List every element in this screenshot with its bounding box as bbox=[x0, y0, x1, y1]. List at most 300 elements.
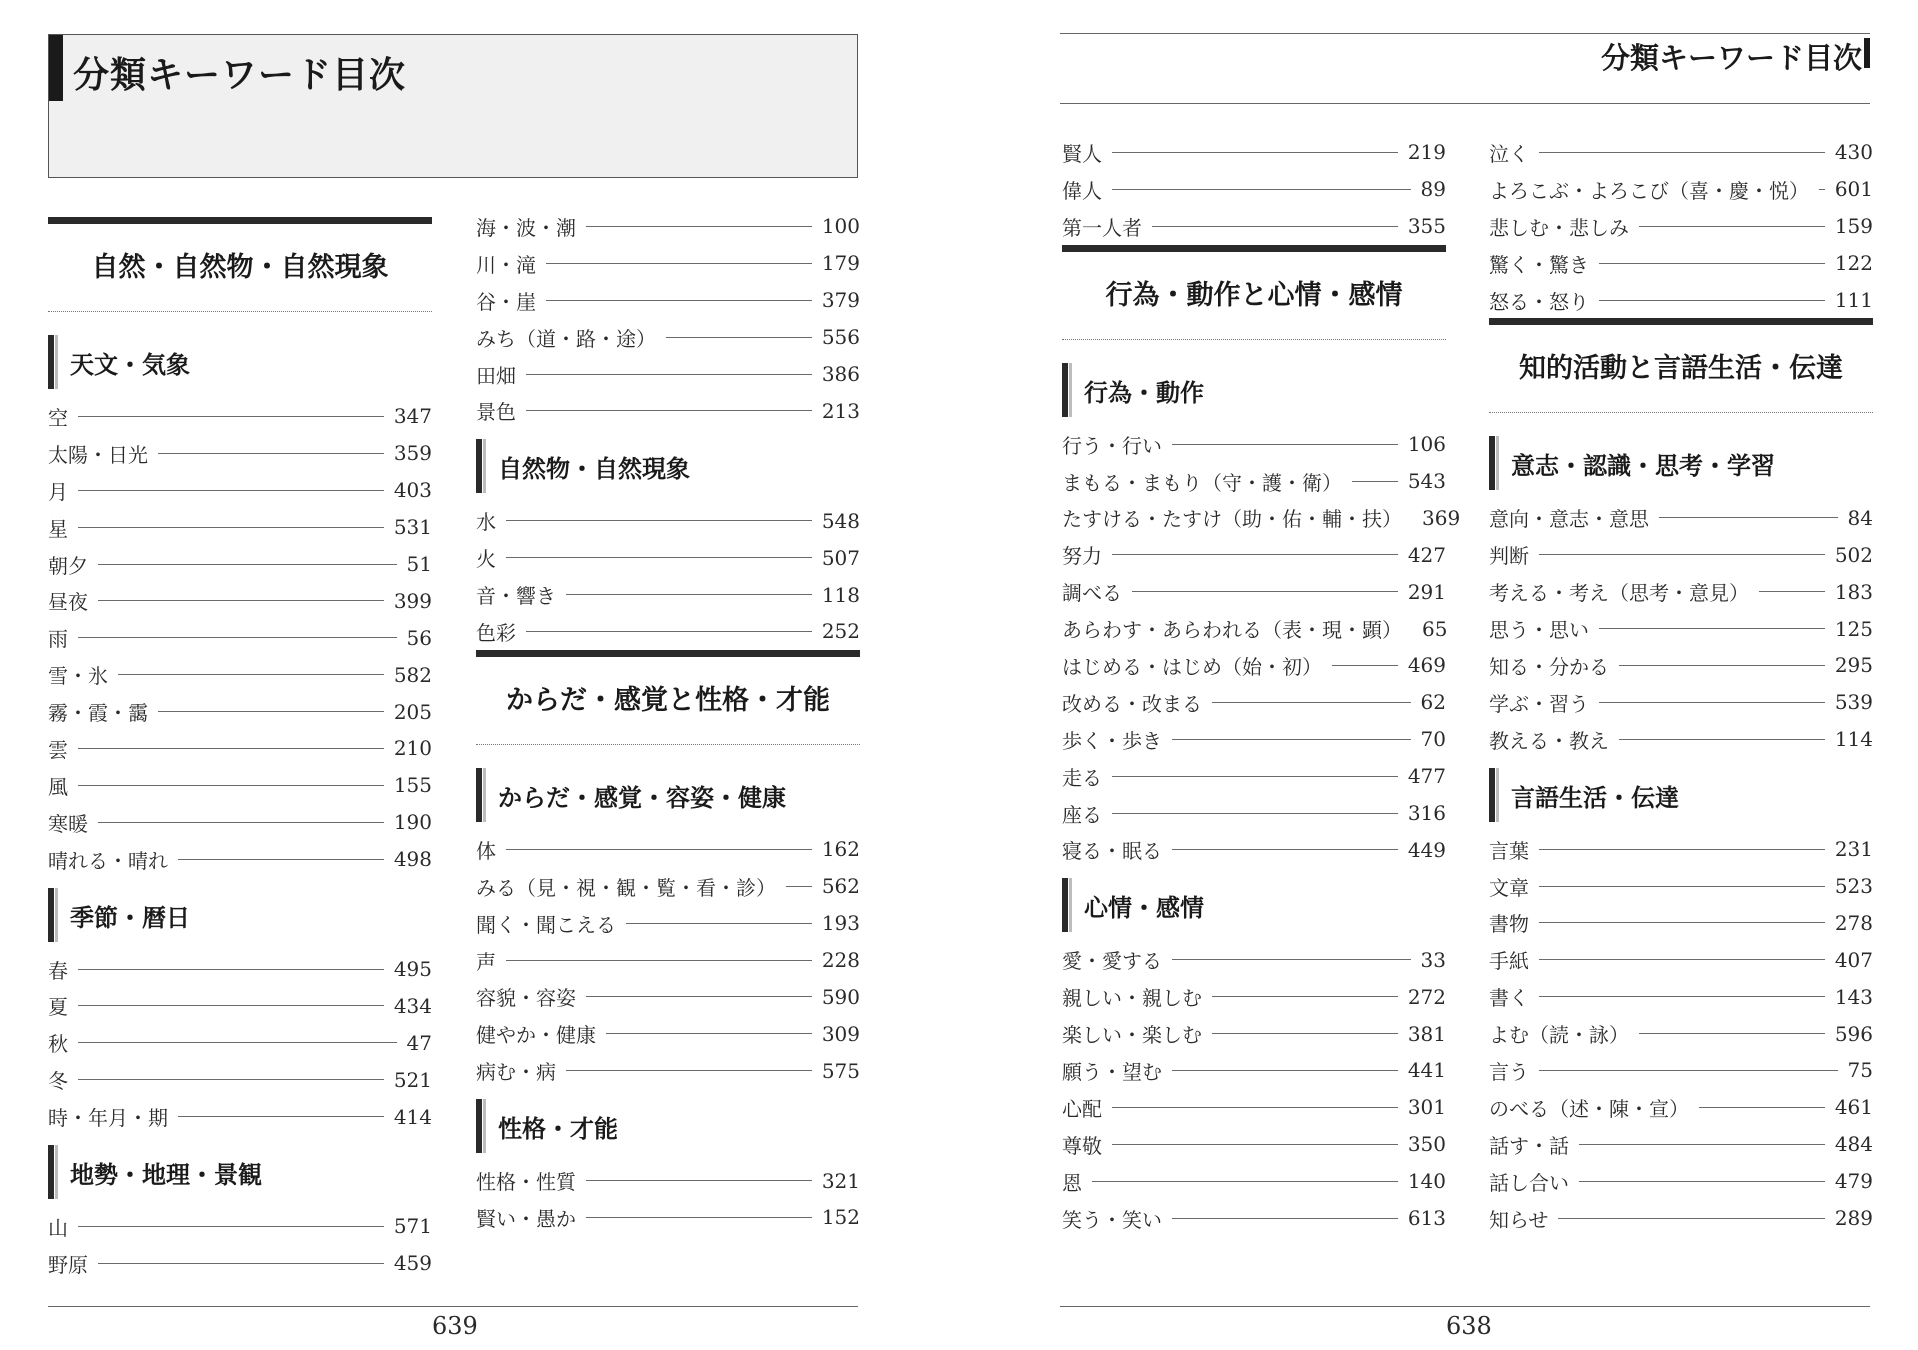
entry-leader-line bbox=[78, 527, 384, 528]
entry-leader-line bbox=[78, 490, 384, 491]
index-entry[interactable] bbox=[1489, 1089, 1873, 1126]
entry-keyword: みち（道・路・途） bbox=[476, 326, 656, 351]
entry-page-number: 118 bbox=[821, 582, 860, 607]
index-entry[interactable] bbox=[1062, 647, 1446, 684]
entry-page-number: 278 bbox=[1834, 910, 1873, 935]
entry-keyword: 田畑 bbox=[476, 363, 516, 388]
entry-leader-line bbox=[1172, 444, 1398, 445]
index-entry[interactable] bbox=[48, 1245, 432, 1282]
entry-leader-line bbox=[506, 960, 812, 961]
entry-page-number: 407 bbox=[1834, 947, 1873, 972]
entry-leader-line bbox=[1539, 996, 1825, 997]
entry-page-number: 289 bbox=[1834, 1206, 1873, 1231]
index-entry[interactable] bbox=[1062, 1089, 1446, 1126]
entry-keyword: 泣く bbox=[1489, 141, 1529, 166]
entry-keyword: 雪・氷 bbox=[48, 664, 108, 689]
index-entry[interactable] bbox=[1062, 171, 1446, 208]
entry-leader-line bbox=[1112, 1107, 1398, 1108]
page-title: 分類キーワード目次 bbox=[73, 54, 407, 96]
index-entry[interactable] bbox=[476, 502, 860, 539]
entry-keyword: 恩 bbox=[1062, 1170, 1082, 1195]
index-entry[interactable] bbox=[476, 576, 860, 613]
index-entry[interactable] bbox=[476, 539, 860, 576]
index-entry[interactable] bbox=[1489, 868, 1873, 905]
entry-keyword: 秋 bbox=[48, 1032, 68, 1057]
subcategory-heading bbox=[48, 878, 432, 951]
entry-page-number: 347 bbox=[393, 404, 432, 429]
entry-leader-line bbox=[1558, 1218, 1824, 1219]
running-header-title: 分類キーワード目次 bbox=[1600, 41, 1862, 75]
entry-page-number: 582 bbox=[393, 662, 432, 687]
index-entry[interactable] bbox=[476, 208, 860, 245]
entry-keyword: 星 bbox=[48, 516, 68, 541]
entry-leader-line bbox=[158, 711, 384, 712]
entry-page-number: 205 bbox=[393, 699, 432, 724]
entry-page-number: 461 bbox=[1834, 1095, 1873, 1120]
entry-keyword: 野原 bbox=[48, 1252, 88, 1277]
entry-page-number: 114 bbox=[1834, 727, 1873, 752]
index-entry[interactable] bbox=[48, 509, 432, 546]
entry-keyword: 驚く・驚き bbox=[1489, 252, 1589, 277]
index-entry[interactable] bbox=[1489, 1163, 1873, 1200]
index-entry[interactable] bbox=[1062, 1163, 1446, 1200]
subcategory-label: からだ・感覚・容姿・健康 bbox=[498, 783, 786, 812]
entry-keyword: 愛・愛する bbox=[1062, 949, 1162, 974]
entry-keyword: 調べる bbox=[1062, 581, 1122, 606]
entry-page-number: 484 bbox=[1834, 1132, 1873, 1157]
entry-page-number: 309 bbox=[821, 1021, 860, 1046]
index-entry[interactable] bbox=[1489, 610, 1873, 647]
index-entry[interactable] bbox=[476, 319, 860, 356]
subcategory-bar bbox=[476, 768, 482, 822]
category-dotted-rule bbox=[1489, 412, 1873, 413]
entry-keyword: 寝る・眠る bbox=[1062, 839, 1162, 864]
index-entry[interactable] bbox=[48, 767, 432, 804]
entry-leader-line bbox=[1112, 776, 1398, 777]
entry-leader-line bbox=[586, 1217, 812, 1218]
entry-page-number: 350 bbox=[1407, 1132, 1446, 1157]
entry-keyword: 笑う・笑い bbox=[1062, 1207, 1162, 1232]
index-entry[interactable] bbox=[1062, 426, 1446, 463]
subcategory-bar-shade bbox=[483, 768, 486, 822]
entry-leader-line bbox=[1172, 1218, 1398, 1219]
index-entry[interactable] bbox=[1489, 1200, 1873, 1237]
entry-page-number: 498 bbox=[393, 847, 432, 872]
index-entry[interactable] bbox=[1489, 647, 1873, 684]
index-entry[interactable] bbox=[48, 1061, 432, 1098]
index-entry[interactable] bbox=[1489, 573, 1873, 610]
entry-keyword: 怒る・怒り bbox=[1489, 289, 1589, 314]
entry-keyword: 体 bbox=[476, 838, 496, 863]
index-entry[interactable] bbox=[476, 392, 860, 429]
index-entry[interactable] bbox=[1489, 536, 1873, 573]
entry-keyword: 書物 bbox=[1489, 912, 1529, 937]
entry-leader-line bbox=[78, 1079, 384, 1080]
entry-keyword: 夏 bbox=[48, 995, 68, 1020]
subcategory-bar-shade bbox=[1069, 363, 1072, 417]
entry-keyword: 春 bbox=[48, 958, 68, 983]
entry-leader-line bbox=[178, 859, 384, 860]
entry-keyword: 水 bbox=[476, 510, 496, 535]
index-entry[interactable] bbox=[1062, 978, 1446, 1015]
subcategory-bar bbox=[48, 888, 54, 942]
index-entry[interactable] bbox=[48, 546, 432, 583]
entry-keyword: 寒暖 bbox=[48, 811, 88, 836]
entry-leader-line bbox=[1112, 152, 1398, 153]
entry-leader-line bbox=[78, 1005, 384, 1006]
index-entry[interactable] bbox=[1062, 134, 1446, 171]
entry-keyword: 行う・行い bbox=[1062, 433, 1162, 458]
entry-leader-line bbox=[586, 1180, 812, 1181]
index-entry[interactable] bbox=[1489, 721, 1873, 758]
entry-leader-line bbox=[1539, 554, 1825, 555]
index-entry[interactable] bbox=[476, 245, 860, 282]
subcategory-bar-shade bbox=[1496, 436, 1499, 490]
category-heading bbox=[48, 217, 432, 325]
index-entry[interactable] bbox=[1489, 1015, 1873, 1052]
running-header-bottom-rule bbox=[1060, 103, 1870, 104]
index-entry[interactable] bbox=[1489, 684, 1873, 721]
entry-page-number: 459 bbox=[393, 1251, 432, 1276]
entry-page-number: 556 bbox=[821, 325, 860, 350]
entry-keyword: 音・響き bbox=[476, 584, 556, 609]
entry-keyword: はじめる・はじめ（始・初） bbox=[1062, 654, 1322, 679]
entry-keyword: 色彩 bbox=[476, 620, 516, 645]
entry-leader-line bbox=[1699, 1107, 1825, 1108]
entry-keyword: 時・年月・期 bbox=[48, 1106, 168, 1131]
entry-leader-line bbox=[1172, 739, 1411, 740]
entry-leader-line bbox=[1819, 189, 1825, 190]
subcategory-label: 行為・動作 bbox=[1084, 378, 1204, 407]
entry-page-number: 590 bbox=[821, 984, 860, 1009]
entry-keyword: よむ（読・詠） bbox=[1489, 1023, 1629, 1048]
subcategory-heading bbox=[48, 325, 432, 398]
entry-leader-line bbox=[666, 337, 812, 338]
entry-leader-line bbox=[1212, 996, 1398, 997]
index-entry[interactable] bbox=[1489, 499, 1873, 536]
entry-keyword: 冬 bbox=[48, 1069, 68, 1094]
index-entry[interactable] bbox=[476, 868, 860, 905]
entry-page-number: 521 bbox=[393, 1067, 432, 1092]
entry-keyword: のべる（述・陳・宣） bbox=[1489, 1096, 1689, 1121]
running-header-top-rule bbox=[1060, 33, 1870, 34]
footer-rule bbox=[48, 1306, 858, 1307]
entry-page-number: 523 bbox=[1834, 874, 1873, 899]
index-entry[interactable] bbox=[1489, 831, 1873, 868]
index-entry[interactable] bbox=[1489, 1126, 1873, 1163]
entry-page-number: 179 bbox=[821, 251, 860, 276]
entry-page-number: 89 bbox=[1420, 177, 1446, 202]
index-entry[interactable] bbox=[476, 831, 860, 868]
entry-leader-line bbox=[1579, 1144, 1825, 1145]
entry-keyword: 晴れる・晴れ bbox=[48, 848, 168, 873]
entry-leader-line bbox=[78, 748, 384, 749]
index-entry[interactable] bbox=[476, 1162, 860, 1199]
entry-keyword: 朝夕 bbox=[48, 553, 88, 578]
entry-page-number: 219 bbox=[1407, 140, 1446, 165]
index-entry[interactable] bbox=[1489, 1052, 1873, 1089]
index-entry[interactable] bbox=[476, 978, 860, 1015]
subcategory-heading bbox=[1489, 758, 1873, 831]
index-entry[interactable] bbox=[476, 1015, 860, 1052]
entry-keyword: 雲 bbox=[48, 737, 68, 762]
subcategory-bar bbox=[1489, 768, 1495, 822]
entry-leader-line bbox=[506, 849, 812, 850]
index-entry[interactable] bbox=[1062, 610, 1446, 647]
index-entry[interactable] bbox=[48, 656, 432, 693]
entry-page-number: 507 bbox=[821, 545, 860, 570]
entry-keyword: 容貌・容姿 bbox=[476, 986, 576, 1011]
entry-page-number: 152 bbox=[821, 1205, 860, 1230]
index-entry[interactable] bbox=[476, 1052, 860, 1089]
entry-keyword: 学ぶ・習う bbox=[1489, 691, 1589, 716]
entry-keyword: 川・滝 bbox=[476, 252, 536, 277]
entry-keyword: 教える・教え bbox=[1489, 728, 1609, 753]
subcategory-heading bbox=[476, 429, 860, 502]
entry-page-number: 403 bbox=[393, 478, 432, 503]
entry-keyword: 走る bbox=[1062, 765, 1102, 790]
entry-keyword: 聞く・聞こえる bbox=[476, 912, 616, 937]
index-entry[interactable] bbox=[48, 398, 432, 435]
entry-page-number: 51 bbox=[406, 552, 432, 576]
subcategory-label: 季節・暦日 bbox=[70, 903, 190, 932]
entry-page-number: 291 bbox=[1407, 579, 1446, 604]
entry-keyword: 座る bbox=[1062, 802, 1102, 827]
index-entry[interactable] bbox=[48, 472, 432, 509]
entry-keyword: 霧・霞・靄 bbox=[48, 701, 148, 726]
entry-page-number: 65 bbox=[1422, 616, 1448, 641]
entry-keyword: 親しい・親しむ bbox=[1062, 986, 1202, 1011]
index-entry[interactable] bbox=[1489, 978, 1873, 1015]
subcategory-bar-shade bbox=[483, 439, 486, 493]
entry-leader-line bbox=[526, 374, 812, 375]
subcategory-bar bbox=[1062, 878, 1068, 932]
entry-page-number: 33 bbox=[1420, 947, 1446, 972]
index-entry[interactable] bbox=[1489, 171, 1873, 208]
category-dotted-rule bbox=[476, 744, 860, 745]
index-entry[interactable] bbox=[48, 435, 432, 472]
index-entry[interactable] bbox=[1489, 904, 1873, 941]
entry-leader-line bbox=[1112, 189, 1411, 190]
entry-page-number: 228 bbox=[821, 948, 860, 973]
index-entry[interactable] bbox=[48, 582, 432, 619]
entry-page-number: 122 bbox=[1834, 251, 1873, 276]
entry-leader-line bbox=[1639, 226, 1825, 227]
index-entry[interactable] bbox=[476, 613, 860, 650]
index-entry[interactable] bbox=[476, 356, 860, 393]
entry-page-number: 159 bbox=[1834, 214, 1873, 239]
entry-page-number: 162 bbox=[821, 837, 860, 862]
index-entry[interactable] bbox=[476, 1199, 860, 1236]
title-accent-bar bbox=[49, 35, 63, 101]
index-entry[interactable] bbox=[1062, 1052, 1446, 1089]
entry-leader-line bbox=[1352, 481, 1398, 482]
entry-leader-line bbox=[1599, 263, 1825, 264]
entry-keyword: 言う bbox=[1489, 1059, 1529, 1084]
entry-keyword: 谷・崖 bbox=[476, 289, 536, 314]
index-entry[interactable] bbox=[476, 282, 860, 319]
index-entry[interactable] bbox=[1062, 941, 1446, 978]
entry-page-number: 111 bbox=[1834, 288, 1873, 312]
entry-leader-line bbox=[78, 637, 397, 638]
index-entry[interactable] bbox=[1062, 499, 1461, 536]
entry-leader-line bbox=[118, 674, 384, 675]
index-entry[interactable] bbox=[48, 804, 432, 841]
entry-page-number: 502 bbox=[1834, 542, 1873, 567]
index-entry[interactable] bbox=[48, 1024, 432, 1061]
index-entry[interactable] bbox=[48, 1208, 432, 1245]
index-entry[interactable] bbox=[1489, 941, 1873, 978]
entry-keyword: 言葉 bbox=[1489, 838, 1529, 863]
entry-keyword: 火 bbox=[476, 547, 496, 572]
index-entry[interactable] bbox=[1062, 795, 1446, 832]
entry-leader-line bbox=[1172, 959, 1411, 960]
index-entry[interactable] bbox=[1489, 134, 1873, 171]
subcategory-bar bbox=[1062, 363, 1068, 417]
entry-leader-line bbox=[1619, 665, 1825, 666]
entry-page-number: 100 bbox=[821, 214, 860, 239]
entry-keyword: 心配 bbox=[1062, 1096, 1102, 1121]
entry-page-number: 84 bbox=[1847, 505, 1873, 530]
entry-page-number: 434 bbox=[393, 993, 432, 1018]
entry-page-number: 562 bbox=[821, 874, 860, 899]
entry-leader-line bbox=[1132, 591, 1398, 592]
entry-page-number: 495 bbox=[393, 957, 432, 982]
index-entry[interactable] bbox=[1062, 684, 1446, 721]
subcategory-bar-shade bbox=[55, 335, 58, 389]
entry-keyword: 病む・病 bbox=[476, 1060, 556, 1085]
entry-page-number: 140 bbox=[1407, 1169, 1446, 1194]
entry-leader-line bbox=[1539, 849, 1825, 850]
entry-leader-line bbox=[626, 923, 812, 924]
entry-keyword: 努力 bbox=[1062, 544, 1102, 569]
entry-page-number: 359 bbox=[393, 441, 432, 466]
entry-keyword: 性格・性質 bbox=[476, 1170, 576, 1195]
index-entry[interactable] bbox=[1062, 536, 1446, 573]
entry-page-number: 543 bbox=[1407, 469, 1446, 493]
entry-leader-line bbox=[158, 453, 384, 454]
subcategory-bar bbox=[476, 1099, 482, 1153]
entry-leader-line bbox=[1539, 1070, 1838, 1071]
category-label: からだ・感覚と性格・才能 bbox=[506, 684, 830, 716]
index-entry[interactable] bbox=[1062, 573, 1446, 610]
entry-leader-line bbox=[526, 410, 812, 411]
entry-leader-line bbox=[1639, 1033, 1825, 1034]
index-entry[interactable] bbox=[1062, 208, 1446, 245]
entry-page-number: 399 bbox=[393, 588, 432, 613]
index-entry[interactable] bbox=[1062, 1126, 1446, 1163]
index-entry[interactable] bbox=[1062, 1015, 1446, 1052]
running-header-accent-bar bbox=[1864, 38, 1870, 68]
entry-leader-line bbox=[1092, 1181, 1398, 1182]
subcategory-bar-shade bbox=[55, 1145, 58, 1199]
entry-page-number: 613 bbox=[1407, 1206, 1446, 1231]
entry-keyword: あらわす・あらわれる（表・現・顕） bbox=[1062, 618, 1402, 643]
index-entry[interactable] bbox=[48, 951, 432, 988]
subcategory-bar bbox=[48, 1145, 54, 1199]
entry-page-number: 301 bbox=[1407, 1095, 1446, 1120]
page-number-left: 639 bbox=[432, 1312, 478, 1340]
category-heading bbox=[476, 650, 860, 758]
entry-leader-line bbox=[78, 1042, 397, 1043]
index-entry[interactable] bbox=[1062, 721, 1446, 758]
subcategory-label: 天文・気象 bbox=[70, 351, 190, 379]
index-entry[interactable] bbox=[48, 693, 432, 730]
entry-leader-line bbox=[78, 1226, 384, 1227]
index-entry[interactable] bbox=[1489, 208, 1873, 245]
entry-keyword: みる（見・視・観・覧・看・診） bbox=[476, 875, 776, 900]
subcategory-heading bbox=[476, 758, 860, 831]
entry-keyword: 太陽・日光 bbox=[48, 442, 148, 467]
entry-page-number: 369 bbox=[1422, 505, 1461, 530]
entry-keyword: 声 bbox=[476, 949, 496, 974]
entry-keyword: 文章 bbox=[1489, 875, 1529, 900]
entry-keyword: 空 bbox=[48, 405, 68, 430]
entry-leader-line bbox=[546, 300, 812, 301]
entry-page-number: 62 bbox=[1420, 690, 1446, 715]
subcategory-label: 性格・才能 bbox=[498, 1115, 618, 1144]
subcategory-bar bbox=[476, 439, 482, 493]
entry-page-number: 316 bbox=[1407, 801, 1446, 826]
index-entry[interactable] bbox=[1062, 1200, 1446, 1237]
entry-keyword: 尊敬 bbox=[1062, 1133, 1102, 1158]
index-entry[interactable] bbox=[1489, 282, 1873, 319]
entry-page-number: 355 bbox=[1407, 214, 1446, 239]
entry-page-number: 190 bbox=[393, 810, 432, 835]
index-entry[interactable] bbox=[48, 619, 432, 656]
index-entry[interactable] bbox=[48, 841, 432, 878]
entry-keyword: 賢人 bbox=[1062, 141, 1102, 166]
entry-keyword: 判断 bbox=[1489, 544, 1529, 569]
subcategory-bar-shade bbox=[1496, 768, 1499, 822]
entry-page-number: 47 bbox=[406, 1030, 432, 1055]
index-entry[interactable] bbox=[48, 987, 432, 1024]
entry-leader-line bbox=[78, 416, 384, 417]
subcategory-label: 心情・感情 bbox=[1084, 894, 1204, 923]
entry-page-number: 210 bbox=[393, 736, 432, 761]
entry-page-number: 531 bbox=[393, 515, 432, 540]
entry-keyword: 月 bbox=[48, 479, 68, 504]
category-rule bbox=[48, 217, 432, 224]
entry-leader-line bbox=[606, 1033, 812, 1034]
index-entry[interactable] bbox=[48, 730, 432, 767]
index-entry[interactable] bbox=[1489, 245, 1873, 282]
index-entry[interactable] bbox=[1062, 831, 1446, 868]
subcategory-heading bbox=[1489, 426, 1873, 499]
entry-leader-line bbox=[586, 226, 812, 227]
entry-page-number: 70 bbox=[1420, 727, 1446, 752]
entry-page-number: 430 bbox=[1834, 140, 1873, 165]
entry-leader-line bbox=[98, 564, 397, 565]
subcategory-bar-shade bbox=[1069, 878, 1072, 932]
entry-keyword: 話す・話 bbox=[1489, 1133, 1569, 1158]
index-entry[interactable] bbox=[1062, 758, 1446, 795]
index-entry[interactable] bbox=[1062, 463, 1446, 500]
index-entry[interactable] bbox=[48, 1098, 432, 1135]
entry-keyword: 思う・思い bbox=[1489, 618, 1589, 643]
entry-leader-line bbox=[526, 631, 812, 632]
entry-leader-line bbox=[1659, 517, 1838, 518]
index-entry[interactable] bbox=[476, 942, 860, 979]
category-dotted-rule bbox=[48, 311, 432, 312]
entry-page-number: 75 bbox=[1847, 1058, 1873, 1083]
index-entry[interactable] bbox=[476, 905, 860, 942]
subcategory-heading bbox=[1062, 868, 1446, 941]
entry-keyword: 風 bbox=[48, 774, 68, 799]
entry-leader-line bbox=[546, 263, 812, 264]
entry-keyword: 海・波・潮 bbox=[476, 215, 576, 240]
entry-page-number: 213 bbox=[821, 398, 860, 423]
